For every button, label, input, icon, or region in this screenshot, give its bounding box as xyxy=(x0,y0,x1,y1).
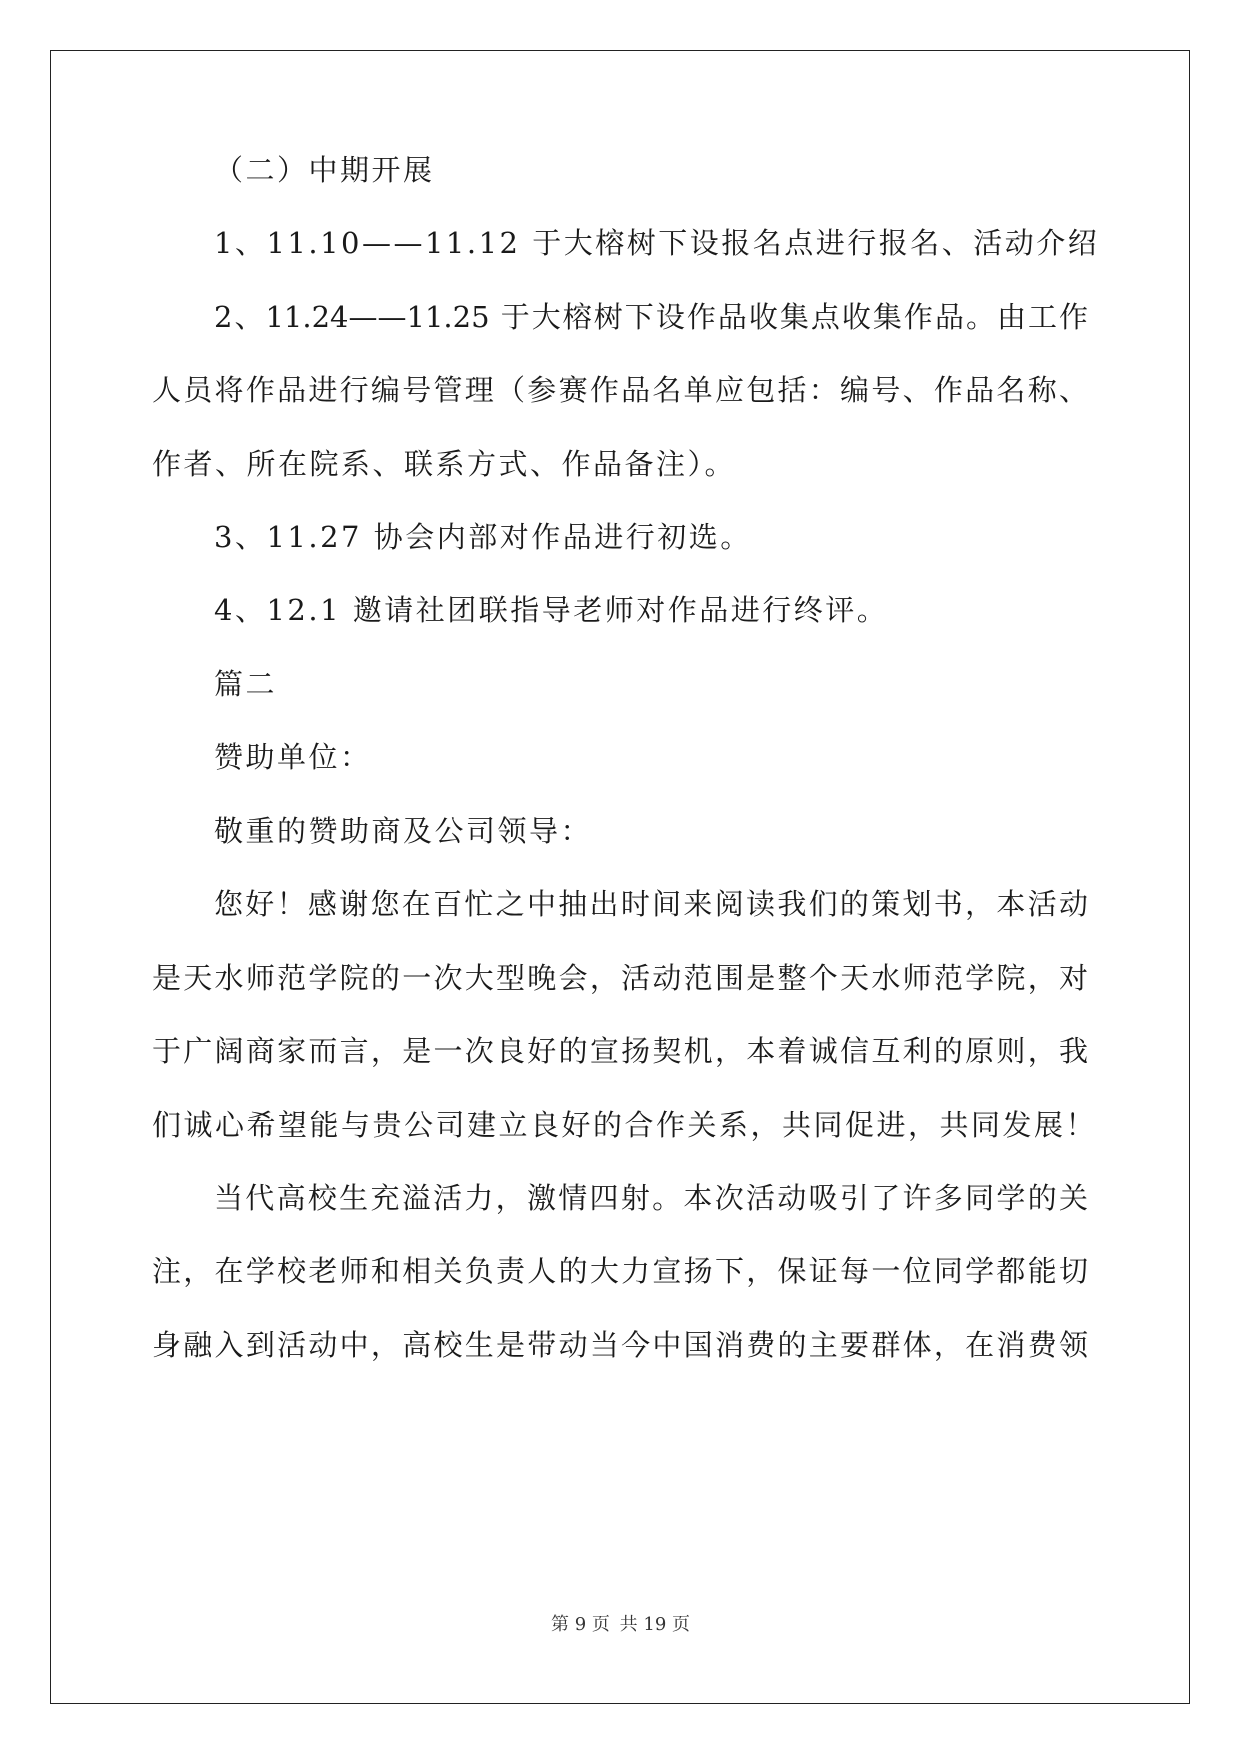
paragraph-item-2-line-1: 2、11.24——11.25 于大榕树下设作品收集点收集作品。由工作 xyxy=(214,300,1088,334)
sponsor-unit-label: 赞助单位： xyxy=(214,740,372,774)
letter-paragraph-1-line-4: 们诚心希望能与贵公司建立良好的合作关系，共同促进，共同发展！ xyxy=(152,1108,1098,1142)
page-number: 第 9 页 xyxy=(551,1614,610,1635)
letter-paragraph-2-line-1: 当代高校生充溢活力，激情四射。本次活动吸引了许多同学的关 xyxy=(214,1181,1088,1215)
paragraph-item-2-line-3: 作者、所在院系、联系方式、作品备注）。 xyxy=(152,447,737,481)
letter-paragraph-1-line-2: 是天水师范学院的一次大型晚会，活动范围是整个天水师范学院，对 xyxy=(152,961,1088,995)
paragraph-item-3: 3、11.27 协会内部对作品进行初选。 xyxy=(214,520,752,554)
page-total: 共 19 页 xyxy=(619,1614,690,1635)
paragraph-item-4: 4、12.1 邀请社团联指导老师对作品进行终评。 xyxy=(214,593,889,627)
letter-paragraph-2-line-3: 身融入到活动中，高校生是带动当今中国消费的主要群体，在消费领 xyxy=(152,1328,1088,1362)
paragraph-item-2-line-2: 人员将作品进行编号管理（参赛作品名单应包括：编号、作品名称、 xyxy=(152,373,1088,407)
section-heading-part-two: 篇二 xyxy=(214,667,278,701)
letter-salutation: 敬重的赞助商及公司领导： xyxy=(214,814,593,848)
section-heading-midterm: （二）中期开展 xyxy=(214,153,435,187)
page-footer xyxy=(0,1614,1241,1636)
letter-paragraph-1-line-3: 于广阔商家而言，是一次良好的宣扬契机，本着诚信互利的原则，我 xyxy=(152,1034,1088,1068)
letter-paragraph-1-line-1: 您好！感谢您在百忙之中抽出时间来阅读我们的策划书，本活动 xyxy=(214,887,1088,921)
letter-paragraph-2-line-2: 注，在学校老师和相关负责人的大力宣扬下，保证每一位同学都能切 xyxy=(152,1254,1088,1288)
paragraph-item-1: 1、11.10——11.12 于大榕树下设报名点进行报名、活动介绍 xyxy=(214,226,1100,260)
